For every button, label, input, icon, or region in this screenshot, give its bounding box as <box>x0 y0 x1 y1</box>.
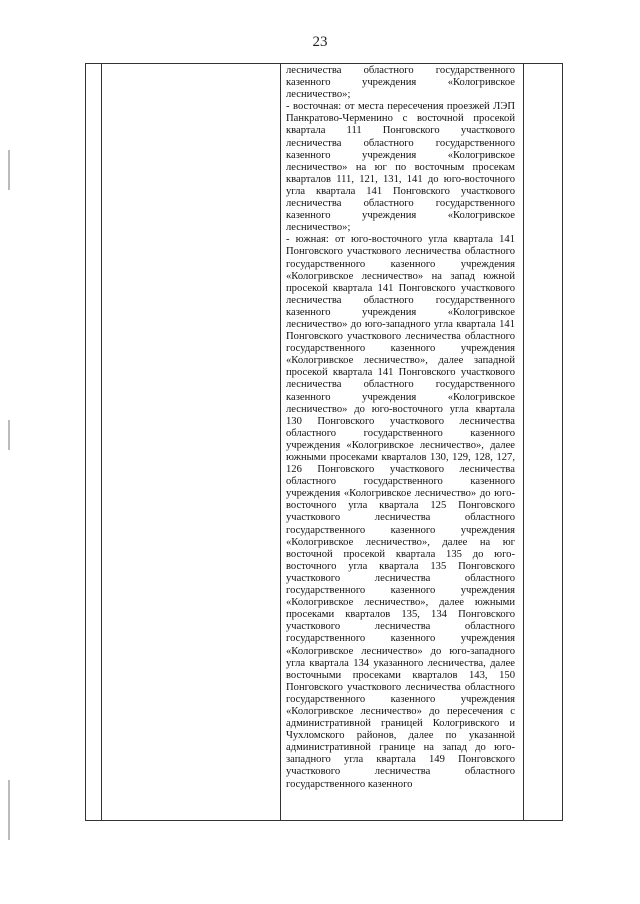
table-column-divider <box>101 64 102 820</box>
boundary-description-cell <box>286 65 515 791</box>
scan-artifact <box>8 780 10 840</box>
boundary-paragraph-north-end: лесничества областного государственного казенного учреждения «Кологривское лесничество»; <box>286 65 515 101</box>
table-column-divider <box>280 64 281 820</box>
scan-artifact <box>8 420 10 450</box>
boundary-paragraph-east: - восточная: от места пересечения проезжей ЛЭП Панкратово-Черменино с восточной просекой квартала 111 Понговского участкового лесничества областного государственного казенного учреждения «Кологривское лесничество» на юг по восточным просекам кварталов 111, 121, 131, 141 до юго-восточного угла квартала 141 Понговского участкового лесничества областного государственного казенного учреждения «Кологривское лесничество»; <box>286 101 515 234</box>
page-number: 23 <box>312 34 328 50</box>
scan-artifact <box>8 150 10 190</box>
table-column-divider <box>523 64 524 820</box>
boundary-paragraph-south: - южная: от юго-восточного угла квартала 141 Понговского участкового лесничества областного государственного казенного учреждения «Кологривское лесничество» на запад южной просекой квартала 141 Понговского участкового лесничества областного государственного казенного учреждения «Кологривское лесничество» до юго-западного угла квартала 141 Понговского участкового лесничества областного государственного казенного учреждения «Кологривское лесничество», далее западной просекой квартала 141 Понговского участкового лесничества областного государственного казенного учреждения «Кологривское лесничество» до юго-восточного угла квартала 130 Понговского участкового лесничества областного государственного казенного учреждения «Кологривское лесничество», далее южными просеками кварталов 130, 129, 128, 127, 126 Понговского участкового лесничества областного государственного казенного учреждения «Кологривское лесничество» до юго-восточного угла квартала 125 Понговского участкового лесничества областного государственного казенного учреждения «Кологривское лесничество», далее на юг восточной просекой квартала 135 до юго-восточного угла квартала 135 Понговского участкового лесничества областного государственного казенного учреждения «Кологривское лесничество», далее южными просеками кварталов 135, 134 Понговского участкового лесничества областного государственного казенного учреждения «Кологривское лесничество» до юго-западного угла квартала 134 указанного лесничества, далее восточными просеками кварталов 143, 150 Понговского участкового лесничества областного государственного казенного учреждения «Кологривское лесничество» до пересечения с административной границей Кологривского и Чухломского районов, далее по указанной административной границе на запад до юго-западного угла квартала 149 Понговского участкового лесничества областного государственного казенного <box>286 234 515 790</box>
